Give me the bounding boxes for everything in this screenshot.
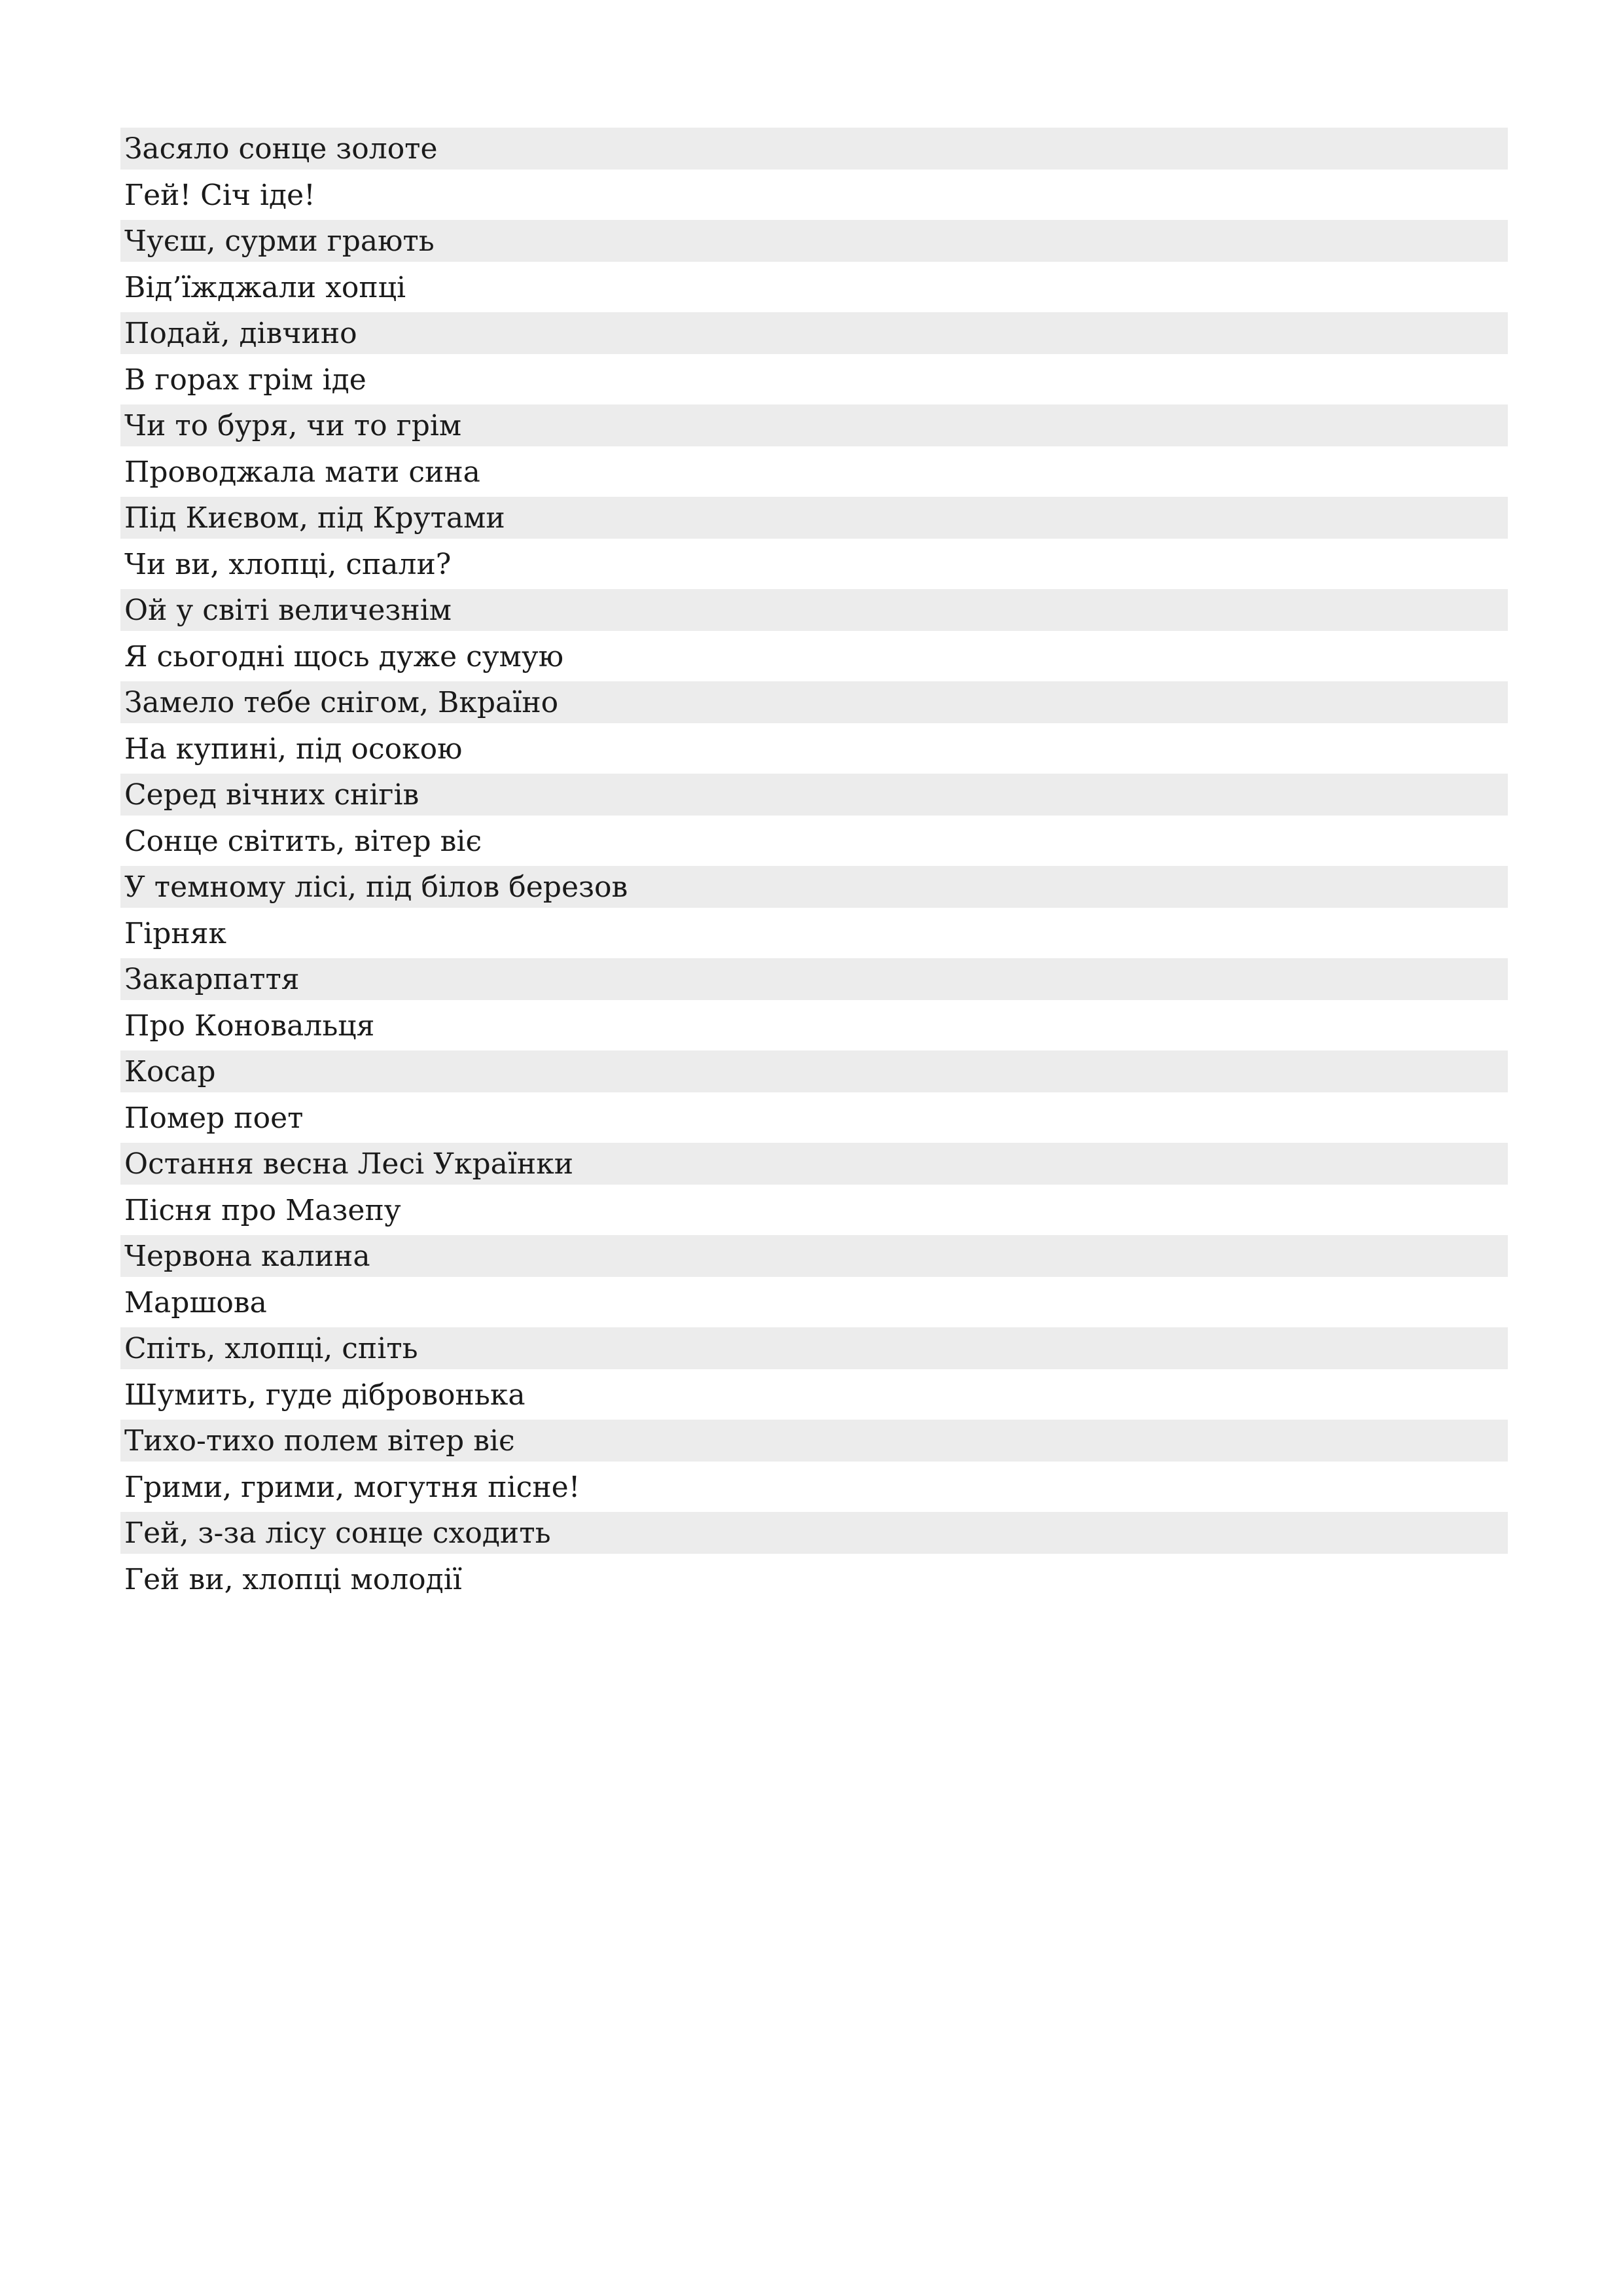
list-item: Косар — [120, 1050, 1508, 1092]
list-item: Пісня про Мазепу — [124, 1193, 401, 1227]
list-item: Під Києвом, під Крутами — [120, 497, 1508, 539]
list-item: Від’їжджали хопці — [124, 270, 406, 304]
list-item: Про Коновальця — [124, 1009, 375, 1043]
list-item: Шумить, гуде дібровонька — [124, 1378, 526, 1412]
list-item: Гей! Січ іде! — [124, 178, 315, 212]
list-item: Засяло сонце золоте — [120, 128, 1508, 170]
list-item: Закарпаття — [120, 958, 1508, 1000]
list-item: В горах грім іде — [124, 363, 366, 397]
list-item: Тихо-тихо полем вітер віє — [120, 1420, 1508, 1462]
list-item: Серед вічних снігів — [120, 774, 1508, 816]
list-item: Остання весна Лесі Українки — [120, 1143, 1508, 1185]
list-item: У темному лісі, під білов березов — [120, 866, 1508, 908]
list-item: Червона калина — [120, 1235, 1508, 1277]
list-item: Маршова — [124, 1285, 267, 1319]
list-item: Замело тебе снігом, Вкраїно — [120, 681, 1508, 723]
list-item: Я сьогодні щось дуже сумую — [124, 639, 564, 673]
list-item: На купині, під осокою — [124, 732, 463, 766]
list-item: Грими, грими, могутня пісне! — [124, 1470, 580, 1504]
song-list — [120, 128, 1508, 1604]
list-item: Сонце світить, вітер віє — [124, 824, 482, 858]
list-item: Чи ви, хлопці, спали? — [124, 547, 452, 581]
list-item: Гей ви, хлопці молодії — [124, 1562, 462, 1596]
list-item: Подай, дівчино — [120, 312, 1508, 354]
list-item: Помер поет — [124, 1101, 304, 1135]
list-item: Проводжала мати сина — [124, 455, 480, 489]
list-item: Гірняк — [124, 916, 226, 950]
list-item: Чи то буря, чи то грім — [120, 404, 1508, 446]
list-item: Гей, з-за лісу сонце сходить — [120, 1512, 1508, 1554]
list-item: Чуєш, сурми грають — [120, 220, 1508, 262]
list-item: Ой у світі величезнім — [120, 589, 1508, 631]
list-item: Спіть, хлопці, спіть — [120, 1327, 1508, 1369]
